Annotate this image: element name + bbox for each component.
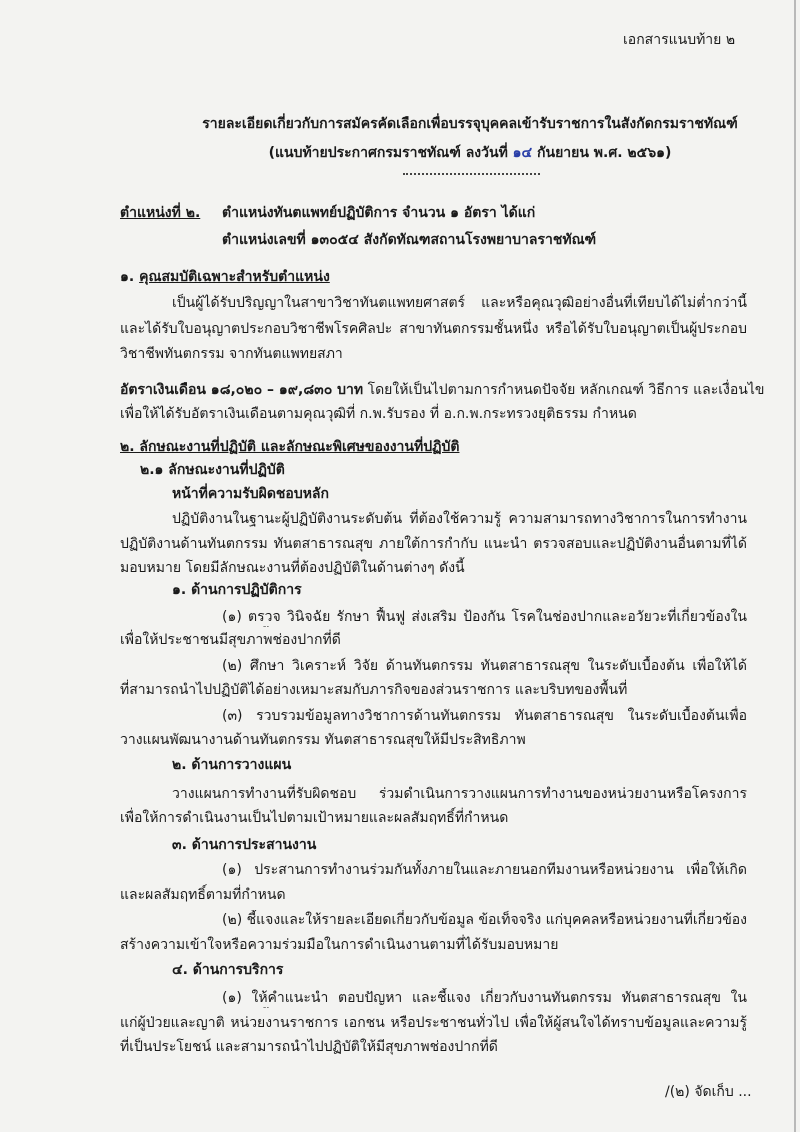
salary-label: อัตราเงินเดือน ๑๘,๐๒๐ – ๑๙,๘๓๐ บาท — [120, 382, 364, 398]
intro-line: ปฏิบัติงานในฐานะผู้ปฏิบัติงานระดับต้น ที่ต้องใช้ความรู้ ความสามารถทางวิชาการในการทำงาน — [172, 511, 747, 527]
section1-line: เป็นผู้ได้รับปริญญาในสาขาวิชาทันตแพทยศาสตร์ และหรือคุณวุฒิอย่างอื่นที่เทียบได้ไม่ต่ำกว่านี้ — [172, 295, 747, 311]
area-title: ๓. ด้านการประสานงาน — [172, 837, 317, 853]
area-item-line: ที่เป็นประโยชน์ และสามารถนำไปปฏิบัติให้มีสุขภาพช่องปากที่ดี — [120, 1039, 498, 1055]
title-suffix: กันยายน พ.ศ. ๒๕๖๑) — [537, 145, 672, 161]
area-item-line: วางแผนพัฒนางานด้านทันตกรรม ทันตสาธารณสุขให้มีประสิทธิภาพ — [120, 732, 526, 748]
section1-num: ๑. — [120, 269, 135, 285]
title-line1: รายละเอียดเกี่ยวกับการสมัครคัดเลือกเพื่อบรรจุบุคคลเข้ารับราชการในสังกัดกรมราชทัณฑ์ — [202, 116, 738, 132]
section2-sub: ๒.๑ ลักษณะงานที่ปฏิบัติ — [140, 462, 285, 478]
area-item-line: เพื่อให้การดำเนินงานเป็นไปตามเป้าหมายและผลสัมฤทธิ์ที่กำหนด — [120, 810, 509, 826]
continuation-note: /(๒) จัดเก็บ ... — [665, 1084, 752, 1100]
duties-heading: หน้าที่ความรับผิดชอบหลัก — [172, 486, 329, 502]
section2-heading: ๒. ลักษณะงานที่ปฏิบัติ และลักษณะพิเศษของงานที่ปฏิบัติ — [120, 439, 460, 455]
salary-line2: เพื่อให้ได้รับอัตราเงินเดือนตามคุณวุฒิที่ ก.พ.รับรอง ที่ อ.ก.พ.กระทรวงยุติธรรม กำหนด — [120, 406, 637, 422]
area-item-line: ที่สามารถนำไปปฏิบัติได้อย่างเหมาะสมกับภารกิจของส่วนราชการ และบริบทของพื้นที่ — [120, 682, 628, 698]
area-item-line: (๓) รวบรวมข้อมูลทางวิชาการด้านทันตกรรม ทันตสาธารณสุข ในระดับเบื้องต้นเพื่อ — [222, 708, 747, 724]
title-line2 — [0, 143, 800, 163]
area-item-line: เพื่อให้ประชาชนมีสุขภาพช่องปากที่ดี — [120, 632, 341, 648]
position-label: ตำแหน่งที่ ๒. — [120, 205, 201, 221]
annex-label: เอกสารแนบท้าย ๒ — [623, 32, 736, 48]
area-title: ๑. ด้านการปฏิบัติการ — [172, 582, 302, 598]
separator-dots — [403, 173, 540, 175]
area-item-line: สร้างความเข้าใจหรือความร่วมมือในการดำเนินงานตามที่ได้รับมอบหมาย — [120, 937, 559, 953]
area-item-line: (๑) ประสานการทำงานร่วมกันทั้งภายในและภายนอกทีมงานหรือหน่วยงาน เพื่อให้เกิด — [222, 862, 747, 878]
area-item-line: (๑) ให้คำแนะนำ ตอบปัญหา และชี้แจง เกี่ยวกับงานทันตกรรม ทันตสาธารณสุข ใน — [222, 990, 747, 1006]
area-title: ๔. ด้านการบริการ — [172, 962, 284, 978]
salary-rest: โดยให้เป็นไปตามการกำหนดปัจจัย หลักเกณฑ์ วิธีการ และเงื่อนไข — [367, 382, 765, 398]
position-line1: ตำแหน่งทันตแพทย์ปฏิบัติการ จำนวน ๑ อัตรา ได้แก่ — [222, 205, 536, 221]
intro-line: มอบหมาย โดยมีลักษณะงานที่ต้องปฏิบัติในด้านต่างๆ ดังนี้ — [120, 560, 465, 576]
intro-line: ปฏิบัติงานด้านทันตกรรม ทันตสาธารณสุข ภายใต้การกำกับ แนะนำ ตรวจสอบและปฏิบัติงานอื่นตามที่ได้ — [120, 536, 747, 552]
area-item-line: (๒) ชี้แจงและให้รายละเอียดเกี่ยวกับข้อมูล ข้อเท็จจริง แก่บุคคลหรือหน่วยงานที่เกี่ยวข้อง — [222, 912, 747, 928]
salary-line1 — [120, 380, 764, 400]
section1-line: วิชาชีพทันตกรรม จากทันตแพทยสภา — [120, 346, 343, 362]
area-title: ๒. ด้านการวางแผน — [172, 757, 292, 773]
area-item-line: แก่ผู้ป่วยและญาติ หน่วยงานราชการ เอกชน หรือประชาชนทั่วไป เพื่อให้ผู้สนใจได้ทราบข้อมูลและความรู้ — [120, 1015, 747, 1031]
section1-heading — [120, 267, 330, 287]
page-edge — [794, 0, 796, 1132]
area-item-line: (๑) ตรวจ วินิจฉัย รักษา ฟื้นฟู ส่งเสริม ป้องกัน โรคในช่องปากและอวัยวะที่เกี่ยวข้องใน — [222, 609, 747, 625]
position-line2: ตำแหน่งเลขที่ ๑๓๐๕๔ สังกัดทัณฑสถานโรงพยาบาลราชทัณฑ์ — [222, 232, 597, 248]
area-item-line: และผลสัมฤทธิ์ตามที่กำหนด — [120, 887, 286, 903]
area-item-line: (๒) ศึกษา วิเคราะห์ วิจัย ด้านทันตกรรม ทันตสาธารณสุข ในระดับเบื้องต้น เพื่อให้ได้ — [222, 658, 747, 674]
section1-title: คุณสมบัติเฉพาะสำหรับตำแหน่ง — [139, 269, 330, 285]
title-day: ๑๔ — [512, 145, 533, 161]
section1-line: และได้รับใบอนุญาตประกอบวิชาชีพโรคศิลปะ สาขาทันตกรรมชั้นหนึ่ง หรือได้รับใบอนุญาตเป็นผู้ประกอบ — [120, 321, 747, 337]
title-prefix: (แนบท้ายประกาศกรมราชทัณฑ์ ลงวันที่ — [268, 145, 508, 161]
area-item-line: วางแผนการทำงานที่รับผิดชอบ ร่วมดำเนินการวางแผนการทำงานของหน่วยงานหรือโครงการ — [172, 786, 747, 802]
